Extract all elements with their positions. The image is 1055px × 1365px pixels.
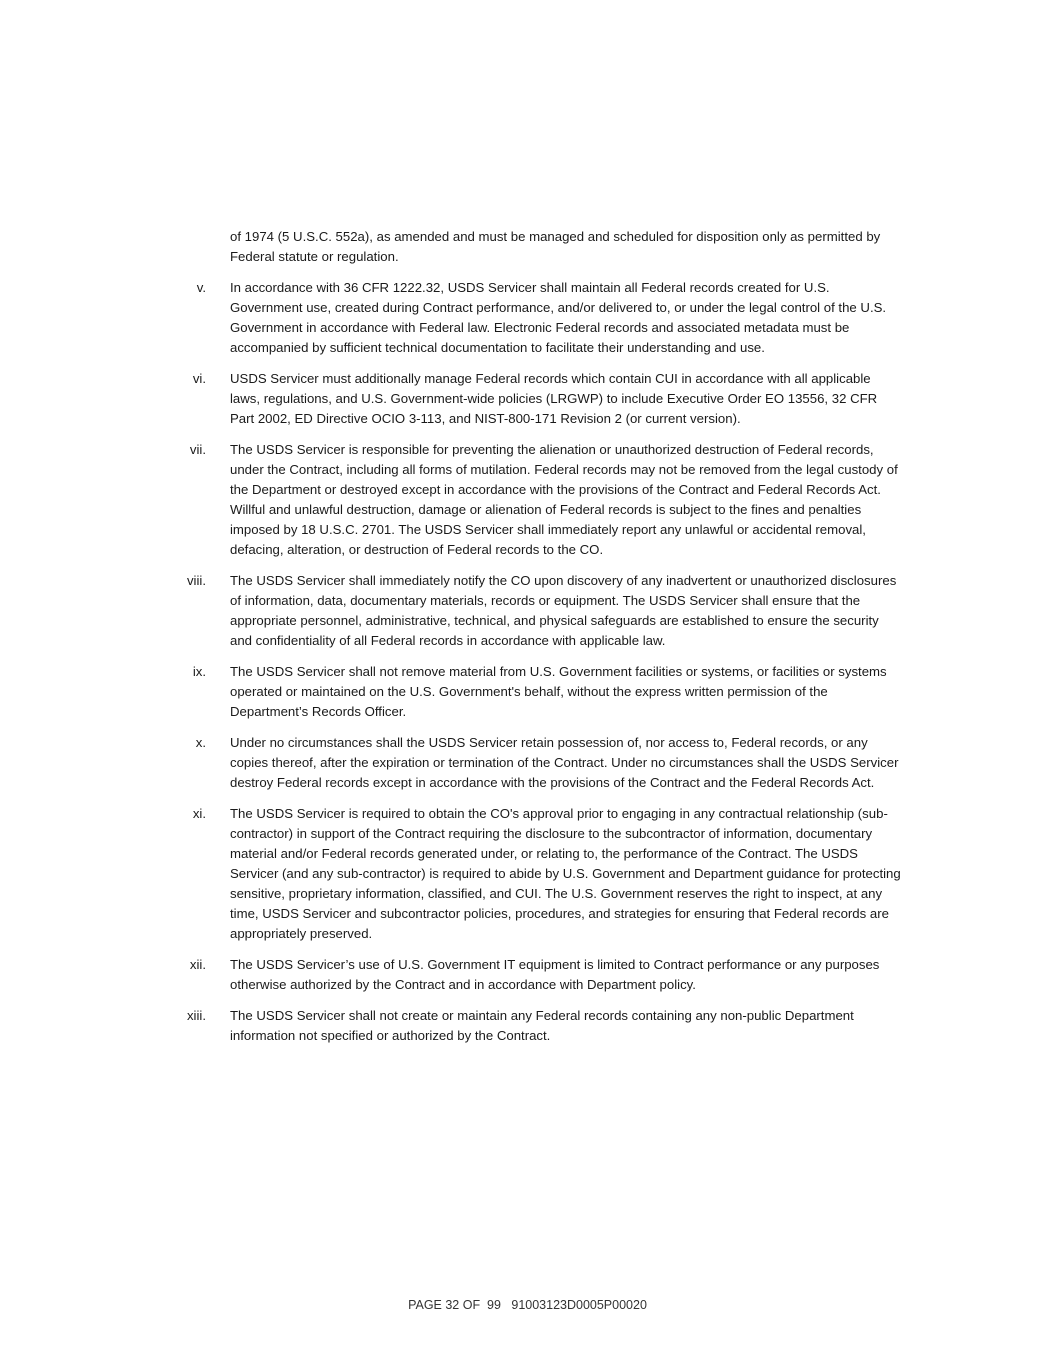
list-item [168,571,903,651]
list-item-number: ix. [192,664,206,679]
page-footer: PAGE 32 OF 99 91003123D0005P00020 [408,1298,647,1312]
list-item [168,955,903,995]
list-item-number: xi. [192,806,206,821]
list-item-text: The USDS Servicer shall immediately notify the CO upon discovery of any inadvertent or unauthorized disclosures of information, data, documentary materials, records or equipment. The USDS Servicer shall ensure that the appropriate personnel, administrative, technical, and physical safeguards are established to ensure the security and confidentiality of all Federal records in accordance with applicable law. [230,573,897,648]
list-item-number: vii. [189,442,206,457]
document-body [168,227,903,1057]
list-item-number: v. [196,280,206,295]
list-item-text: The USDS Servicer shall not remove material from U.S. Government facilities or systems, or facilities or systems operated or maintained on the U.S. Government's behalf, without the express written permission of the Department’s Records Officer. [230,664,887,719]
list-item-text: USDS Servicer must additionally manage Federal records which contain CUI in accordance with all applicable laws, regulations, and U.S. Government-wide policies (LRGWP) to include Executive Order EO 13556, 32 CFR Part 2002, ED Directive OCIO 3-113, and NIST-800-171 Revision 2 (or current version). [230,371,878,426]
list-item [168,278,903,358]
list-item-text: The USDS Servicer is required to obtain the CO's approval prior to engaging in any contractual relationship (sub-contractor) in support of the Contract requiring the disclosure to the subcontractor of information, documentary material and/or Federal records generated under, or relating to, the performance of the Contract. The USDS Servicer (and any sub-contractor) is required to abide by U.S. Government and Department guidance for protecting sensitive, proprietary information, classified, and CUI. The U.S. Government reserves the right to inspect, at any time, USDS Servicer and subcontractor policies, procedures, and strategies for ensuring that Federal records are appropriately preserved. [230,806,901,941]
continuation-paragraph: of 1974 (5 U.S.C. 552a), as amended and must be managed and scheduled for disposition only as permitted by Federal statute or regulation. [230,229,881,264]
list-item-number: vi. [192,371,206,386]
list-item [168,804,903,944]
list-item-text: In accordance with 36 CFR 1222.32, USDS Servicer shall maintain all Federal records created for U.S. Government use, created during Contract performance, and/or delivered to, or under the legal control of the U.S. Government in accordance with Federal law. Electronic Federal records and associated metadata must be accompanied by sufficient technical documentation to facilitate their understanding and use. [230,280,887,355]
list-item-text: The USDS Servicer is responsible for preventing the alienation or unauthorized destruction of Federal records, under the Contract, including all forms of mutilation. Federal records may not be removed from the legal custody of the Department or destroyed except in accordance with the provisions of the Contract and Federal Records Act. Willful and unlawful destruction, damage or alienation of Federal records is subject to the fines and penalties imposed by 18 U.S.C. 2701. The USDS Servicer shall immediately report any unlawful or accidental removal, defacing, alteration, or destruction of Federal records to the CO. [230,442,898,557]
list-item [168,369,903,429]
list-item-number: xiii. [186,1008,206,1023]
list-item [168,733,903,793]
list-item-number: viii. [186,573,206,588]
list-item-text: Under no circumstances shall the USDS Servicer retain possession of, nor access to, Federal records, or any copies thereof, after the expiration or termination of the Contract. Under no circumstances shall the USDS Servicer destroy Federal records except in accordance with the provisions of the Contract and the Federal Records Act. [230,735,899,790]
list-item-number: xii. [189,957,206,972]
list-item [168,662,903,722]
list-item-text: The USDS Servicer’s use of U.S. Government IT equipment is limited to Contract performance or any purposes otherwise authorized by the Contract and in accordance with Department policy. [230,957,880,992]
list-item [168,1006,903,1046]
list-item-text: The USDS Servicer shall not create or maintain any Federal records containing any non-public Department information not specified or authorized by the Contract. [230,1008,854,1043]
list-item [168,440,903,560]
list-item-number: x. [195,735,206,750]
